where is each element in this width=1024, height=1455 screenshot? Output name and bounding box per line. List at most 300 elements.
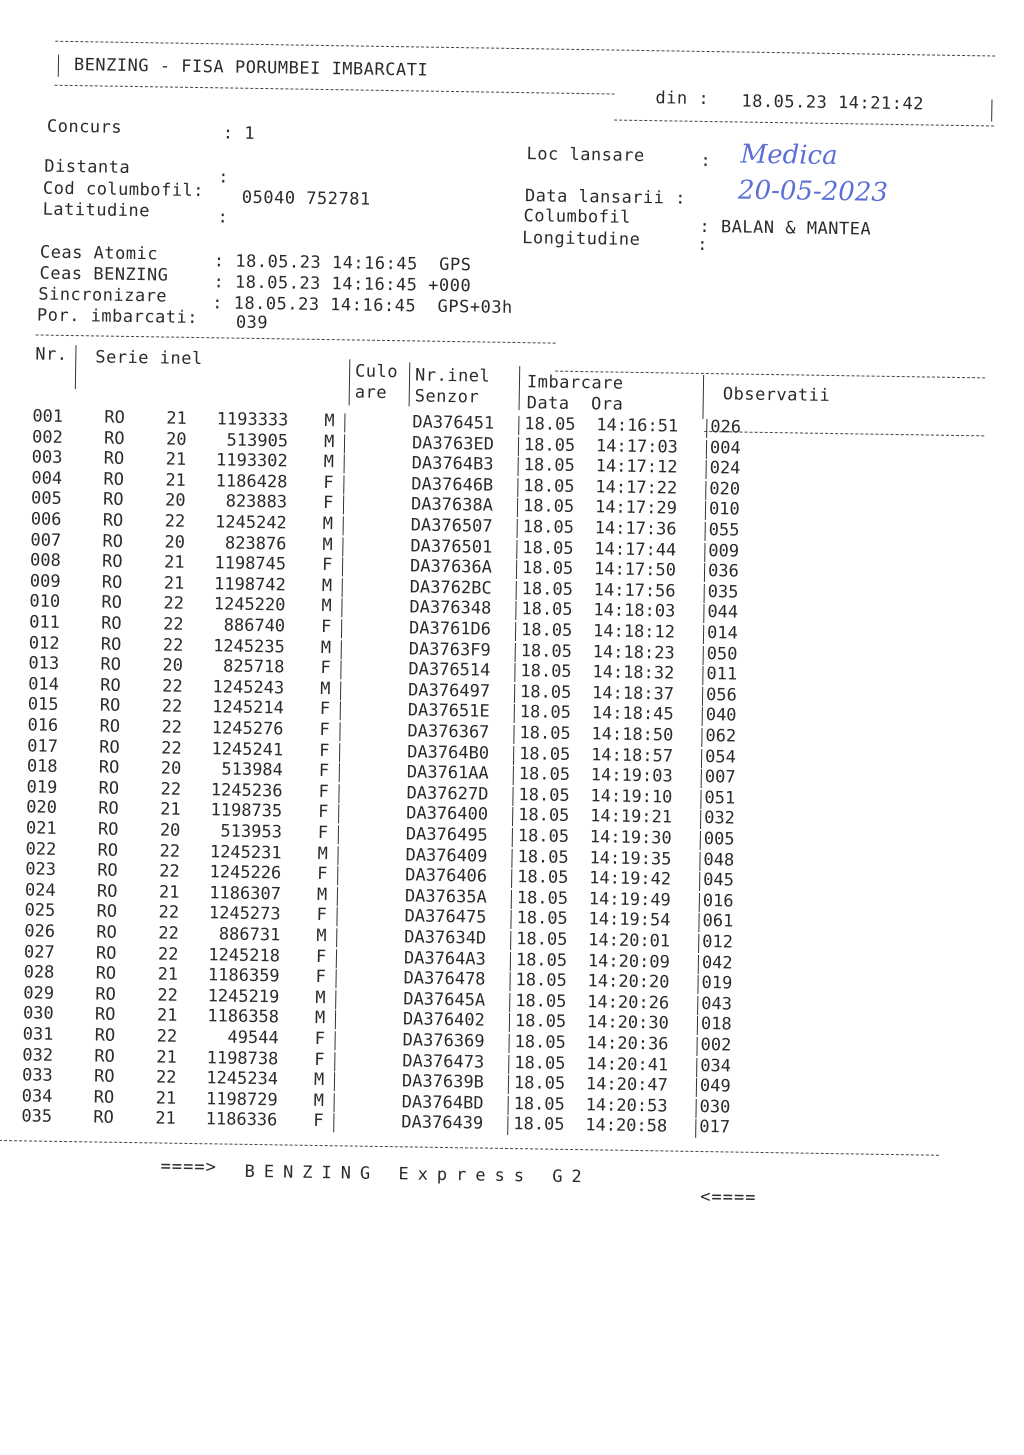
- row-sep-senzor: [514, 684, 515, 703]
- cell-data: 18.05: [517, 826, 570, 847]
- cell-an: 21: [163, 552, 185, 574]
- print-date-value: 18.05.23 14:21:42: [741, 91, 925, 115]
- cell-nr: 025: [24, 900, 56, 922]
- row-sep-senzor: [512, 807, 513, 826]
- cell-tara: RO: [100, 675, 121, 696]
- cell-obs: 056: [705, 684, 737, 706]
- cell-an: 21: [165, 470, 187, 491]
- cell-sex: M: [319, 678, 331, 699]
- footer-brand: BENZING Express G2: [244, 1161, 591, 1188]
- cell-data: 18.05: [516, 908, 568, 930]
- cell-sex: M: [321, 575, 333, 596]
- cell-nr: 005: [30, 488, 62, 510]
- cell-tara: RO: [103, 428, 125, 449]
- cell-obs: 017: [699, 1117, 731, 1138]
- cell-ora: 14:17:36: [594, 518, 677, 540]
- cell-ora: 14:20:20: [587, 971, 670, 993]
- cell-sex: F: [323, 472, 334, 493]
- cell-obs: 044: [707, 602, 739, 623]
- row-sep-ora: [704, 543, 705, 562]
- cell-sex: F: [315, 967, 327, 988]
- cell-an: 21: [160, 799, 181, 821]
- cell-obs: 010: [708, 499, 740, 520]
- cell-tara: RO: [102, 531, 124, 552]
- cell-obs: 040: [705, 705, 737, 726]
- cell-inel: 1245236: [210, 780, 283, 802]
- cell-data: 18.05: [519, 681, 572, 703]
- cell-obs: 007: [704, 767, 736, 788]
- cell-ora: 14:20:26: [587, 992, 670, 1014]
- col-sep-imbarcare: [702, 375, 704, 419]
- cell-ora: 14:18:23: [592, 641, 675, 664]
- cell-inel: 886731: [218, 924, 281, 946]
- cell-nr: 011: [29, 612, 61, 633]
- cell-sex: M: [313, 1070, 325, 1091]
- cell-data: 18.05: [514, 1011, 567, 1033]
- col-header-observatii: Observatii: [722, 384, 831, 406]
- concurs-label: Concurs: [46, 116, 123, 138]
- cell-ora: 14:20:53: [585, 1095, 668, 1117]
- cell-tara: RO: [96, 922, 117, 943]
- cell-data: 18.05: [513, 1073, 566, 1095]
- cell-sex: F: [319, 740, 330, 761]
- cell-senzor: DA3763F9: [408, 638, 491, 661]
- row-sep-senzor: [513, 766, 514, 785]
- row-sep-senzor: [509, 993, 510, 1012]
- header-mid-rule: [55, 85, 615, 95]
- cell-ora: 14:19:35: [589, 847, 672, 870]
- cell-inel: 823883: [225, 491, 288, 513]
- ceas-atomic-label: Ceas Atomic: [39, 242, 159, 265]
- cell-data: 18.05: [514, 1032, 566, 1053]
- footer-right-arrow: <====: [700, 1187, 757, 1208]
- row-sep-senzor: [517, 519, 518, 538]
- row-sep-senzor: [517, 498, 518, 517]
- cell-senzor: DA376478: [403, 968, 486, 990]
- cell-an: 22: [158, 902, 180, 924]
- cell-sex: M: [320, 637, 332, 658]
- porumbei-imbarcati-label: Por. imbarcati:: [36, 305, 199, 329]
- cell-nr: 034: [21, 1086, 53, 1107]
- row-sep-ora: [706, 440, 707, 459]
- cell-senzor: DA37638A: [410, 494, 494, 517]
- cell-nr: 024: [24, 880, 56, 901]
- cell-ora: 14:17:44: [594, 538, 677, 561]
- cell-senzor: DA376475: [404, 906, 487, 929]
- cell-an: 20: [164, 532, 186, 553]
- cell-obs: 048: [703, 849, 735, 871]
- cell-data: 18.05: [522, 517, 575, 538]
- latitudine-label: Latitudine: [42, 199, 151, 222]
- cell-tara: RO: [94, 1046, 115, 1067]
- cell-tara: RO: [98, 757, 120, 779]
- row-sep-senzor: [515, 622, 516, 641]
- cell-data: 18.05: [522, 537, 574, 559]
- cell-obs: 049: [699, 1076, 731, 1097]
- cell-inel: 1245234: [206, 1068, 279, 1090]
- cell-ora: 14:20:01: [588, 930, 671, 952]
- cell-senzor: DA37651E: [407, 700, 490, 723]
- cell-sex: F: [319, 699, 331, 720]
- cell-an: 22: [159, 841, 181, 862]
- cell-tara: RO: [94, 1025, 116, 1046]
- cell-inel: 49544: [227, 1027, 279, 1049]
- cell-data: 18.05: [521, 578, 574, 600]
- cell-inel: 1198738: [206, 1047, 279, 1069]
- cell-sex: F: [317, 822, 329, 844]
- cell-senzor: DA37646B: [411, 474, 494, 496]
- cell-an: 20: [162, 655, 184, 677]
- row-sep-sex: [340, 660, 341, 679]
- cell-tara: RO: [95, 963, 117, 985]
- cell-ora: 14:19:49: [588, 889, 671, 911]
- cell-obs: 019: [701, 973, 733, 994]
- row-sep-sex: [339, 763, 340, 782]
- cell-an: 22: [163, 593, 185, 615]
- cell-an: 22: [161, 696, 183, 718]
- cell-data: 18.05: [518, 784, 570, 806]
- ceas-benzing-label: Ceas BENZING: [39, 263, 169, 286]
- col-header-nr: Nr.: [35, 344, 68, 365]
- cell-obs: 016: [702, 890, 734, 912]
- cell-nr: 013: [28, 653, 60, 675]
- col-header-imbarcare-1: Imbarcare: [526, 372, 624, 394]
- cell-sex: F: [322, 493, 334, 514]
- cell-tara: RO: [102, 489, 124, 511]
- cell-tara: RO: [101, 551, 123, 573]
- cell-obs: 020: [709, 478, 741, 500]
- cell-data: 18.05: [524, 414, 576, 435]
- cell-sex: F: [318, 761, 330, 782]
- col-header-culoare-1: Culo: [354, 361, 399, 383]
- cell-an: 22: [162, 635, 184, 656]
- row-sep-senzor: [510, 910, 511, 929]
- cell-ora: 14:19:30: [589, 827, 672, 849]
- cell-obs: 035: [707, 581, 739, 603]
- cell-tara: RO: [99, 695, 121, 717]
- sincronizare-label: Sincronizare: [38, 284, 168, 307]
- cell-tara: RO: [100, 634, 122, 655]
- row-sep-ora: [702, 687, 703, 706]
- cell-inel: 1245276: [211, 718, 284, 740]
- cell-sex: F: [318, 781, 329, 802]
- row-sep-sex: [338, 805, 339, 824]
- cell-inel: 1198742: [213, 574, 286, 596]
- cell-nr: 026: [24, 921, 56, 942]
- row-sep-senzor: [516, 581, 517, 600]
- cell-nr: 035: [21, 1106, 53, 1128]
- cell-an: 21: [155, 1088, 177, 1109]
- cell-tara: RO: [101, 572, 123, 593]
- cell-ora: 14:18:03: [593, 600, 676, 622]
- cell-nr: 012: [28, 632, 60, 654]
- row-sep-ora: [701, 728, 702, 747]
- cell-nr: 032: [22, 1044, 54, 1066]
- cell-inel: 1186358: [207, 1006, 280, 1028]
- cell-an: 22: [164, 511, 186, 532]
- cell-senzor: DA376400: [406, 803, 489, 826]
- row-sep-sex: [337, 846, 338, 865]
- cell-senzor: DA37639B: [401, 1071, 485, 1093]
- cell-data: 18.05: [521, 599, 573, 621]
- cell-inel: 513984: [221, 759, 284, 781]
- row-sep-ora: [706, 419, 707, 438]
- row-sep-ora: [699, 852, 700, 871]
- cell-nr: 031: [22, 1024, 54, 1045]
- cell-nr: 003: [31, 447, 63, 469]
- row-sep-senzor: [513, 725, 514, 744]
- row-sep-ora: [704, 563, 705, 582]
- cell-nr: 023: [25, 859, 57, 881]
- cell-obs: 061: [702, 911, 734, 932]
- cell-an: 21: [158, 882, 180, 903]
- cell-data: 18.05: [513, 1093, 565, 1115]
- cell-inel: 1198729: [205, 1089, 278, 1111]
- row-sep-sex: [339, 743, 340, 762]
- cell-data: 18.05: [517, 867, 569, 889]
- cell-senzor: DA37627D: [406, 783, 489, 805]
- row-sep-sex: [337, 866, 338, 885]
- row-sep-ora: [702, 707, 703, 726]
- row-sep-ora: [700, 810, 701, 829]
- cell-ora: 14:16:51: [596, 415, 679, 437]
- cell-data: 18.05: [519, 743, 571, 765]
- row-sep-sex: [343, 516, 344, 535]
- row-sep-senzor: [509, 1013, 510, 1032]
- cell-an: 22: [160, 779, 182, 800]
- cell-ora: 14:18:50: [591, 724, 674, 746]
- cell-ora: 14:17:12: [595, 456, 678, 478]
- row-sep-senzor: [511, 890, 512, 909]
- cell-ora: 14:20:09: [587, 950, 670, 973]
- cell-sex: F: [316, 905, 327, 926]
- cell-an: 22: [162, 614, 184, 635]
- cell-ora: 14:20:30: [586, 1012, 669, 1034]
- ceas-benzing-value: : 18.05.23 14:16:45 +000: [213, 272, 472, 297]
- cell-sex: M: [322, 514, 334, 535]
- cod-columbofil-value: 05040 752781: [241, 187, 371, 210]
- cell-data: 18.05: [515, 990, 567, 1012]
- header-left-bar: [58, 55, 59, 77]
- col-header-serie: Serie inel: [95, 347, 203, 370]
- row-sep-ora: [698, 955, 699, 974]
- cell-ora: 14:17:50: [593, 559, 677, 581]
- cell-tara: RO: [100, 613, 122, 634]
- cell-obs: 042: [701, 952, 733, 974]
- cell-an: 20: [160, 758, 182, 780]
- cell-nr: 028: [23, 962, 55, 984]
- longitudine-value: :: [697, 234, 709, 256]
- cell-senzor: DA3763ED: [411, 432, 495, 455]
- cell-ora: 14:18:37: [591, 683, 675, 705]
- cell-tara: RO: [95, 943, 117, 964]
- cell-senzor: DA3764BD: [401, 1092, 484, 1114]
- cell-tara: RO: [102, 510, 124, 531]
- row-sep-sex: [334, 1093, 335, 1112]
- cell-data: 18.05: [516, 929, 568, 950]
- cell-sex: F: [314, 1028, 326, 1050]
- cell-data: 18.05: [515, 970, 567, 992]
- cell-data: 18.05: [522, 496, 575, 518]
- cell-tara: RO: [101, 592, 123, 614]
- row-sep-ora: [697, 1016, 698, 1035]
- row-sep-sex: [336, 928, 337, 947]
- cell-tara: RO: [103, 469, 125, 490]
- sincronizare-value: : 18.05.23 14:16:45 GPS+03h: [212, 293, 513, 318]
- footer-left-arrow: ====>: [160, 1156, 217, 1178]
- cell-sex: M: [323, 452, 335, 473]
- print-date-label: din :: [655, 88, 710, 110]
- cell-ora: 14:17:29: [594, 497, 678, 519]
- row-sep-sex: [336, 949, 337, 968]
- cell-nr: 006: [30, 509, 62, 530]
- row-sep-senzor: [514, 704, 515, 723]
- cell-an: 21: [156, 1047, 177, 1068]
- cell-obs: 054: [704, 746, 737, 768]
- row-sep-senzor: [507, 1096, 508, 1115]
- document-title: BENZING - FISA PORUMBEI IMBARCATI: [73, 55, 429, 81]
- row-sep-senzor: [514, 663, 515, 682]
- row-sep-senzor: [518, 437, 519, 456]
- cell-nr: 015: [27, 694, 59, 716]
- cell-nr: 001: [32, 406, 64, 427]
- row-sep-ora: [696, 1037, 697, 1056]
- cell-sex: M: [315, 987, 326, 1008]
- cell-obs: 050: [706, 643, 738, 665]
- row-sep-sex: [340, 681, 341, 700]
- col-sep-serie: [349, 359, 351, 405]
- cell-senzor: DA3764A3: [403, 947, 486, 970]
- cell-obs: 002: [700, 1035, 732, 1056]
- row-sep-sex: [336, 908, 337, 927]
- cell-nr: 033: [21, 1065, 53, 1087]
- col-sep-nr: [75, 345, 77, 389]
- row-sep-sex: [339, 722, 340, 741]
- cell-obs: 012: [702, 932, 734, 953]
- cell-data: 18.05: [515, 949, 568, 971]
- row-sep-sex: [334, 1052, 335, 1071]
- cell-nr: 021: [25, 818, 57, 839]
- cell-sex: M: [321, 596, 332, 617]
- row-sep-ora: [705, 501, 706, 520]
- cell-data: 18.05: [523, 455, 576, 477]
- cell-senzor: DA376369: [402, 1030, 485, 1052]
- cell-ora: 14:19:21: [590, 806, 673, 828]
- cell-nr: 010: [29, 591, 61, 613]
- cell-ora: 14:17:03: [595, 435, 679, 458]
- cell-obs: 032: [704, 808, 736, 829]
- cell-inel: 1245219: [207, 986, 280, 1008]
- col-header-imbarcare-2: Data Ora: [526, 393, 624, 415]
- cell-ora: 14:17:22: [595, 477, 678, 499]
- row-sep-sex: [342, 537, 343, 556]
- row-sep-ora: [698, 913, 699, 932]
- cell-tara: RO: [103, 448, 125, 470]
- cell-ora: 14:18:45: [591, 703, 674, 725]
- cell-inel: 513905: [226, 430, 289, 452]
- cell-an: 22: [159, 861, 180, 882]
- cell-senzor: DA376497: [407, 680, 491, 702]
- cell-sex: F: [318, 802, 329, 823]
- cell-an: 22: [155, 1067, 177, 1088]
- cell-tara: RO: [93, 1066, 115, 1087]
- cell-senzor: DA376367: [407, 721, 490, 743]
- cell-sex: F: [315, 946, 327, 967]
- cell-obs: 055: [708, 520, 740, 541]
- row-sep-sex: [341, 599, 342, 618]
- row-sep-sex: [333, 1114, 334, 1133]
- cell-nr: 020: [26, 797, 58, 819]
- latitudine-value: :: [217, 207, 229, 228]
- row-sep-sex: [338, 825, 339, 844]
- cell-an: 21: [156, 1005, 178, 1027]
- cell-sex: M: [317, 843, 328, 864]
- cell-tara: RO: [98, 778, 120, 799]
- cell-data: 18.05: [516, 887, 569, 909]
- cell-nr: 018: [26, 756, 58, 778]
- cell-data: 18.05: [521, 558, 574, 580]
- row-sep-senzor: [510, 952, 511, 971]
- cell-nr: 009: [29, 571, 61, 592]
- cell-inel: 1245235: [212, 635, 285, 658]
- row-sep-sex: [343, 496, 344, 515]
- row-sep-ora: [695, 1099, 696, 1118]
- cell-nr: 027: [23, 941, 55, 963]
- cell-senzor: DA376402: [402, 1009, 486, 1032]
- cell-obs: 030: [699, 1096, 731, 1118]
- cell-senzor: DA376451: [412, 412, 495, 434]
- row-sep-senzor: [512, 828, 513, 847]
- cell-obs: 011: [706, 664, 738, 685]
- cell-sex: F: [317, 864, 328, 885]
- cell-inel: 1186336: [205, 1109, 278, 1131]
- cell-sex: F: [314, 1049, 325, 1070]
- cell-data: 18.05: [520, 640, 573, 662]
- cell-data: 18.05: [518, 764, 571, 786]
- cell-senzor: DA376348: [409, 597, 492, 620]
- loc-lansare-label: Loc lansare: [526, 144, 645, 167]
- col-header-nrinel-1: Nr.inel: [414, 365, 491, 387]
- cell-inel: 1245243: [212, 677, 285, 699]
- cell-senzor: DA3761D6: [408, 618, 492, 640]
- row-sep-ora: [705, 522, 706, 541]
- cell-sex: M: [316, 925, 327, 947]
- cell-senzor: DA376473: [402, 1050, 485, 1073]
- cell-sex: M: [314, 1008, 326, 1029]
- row-sep-senzor: [515, 601, 516, 620]
- cell-senzor: DA376514: [408, 659, 491, 681]
- cell-sex: F: [313, 1111, 324, 1132]
- cell-obs: 005: [703, 829, 735, 850]
- cell-inel: 1245273: [208, 903, 281, 925]
- row-sep-sex: [338, 784, 339, 803]
- cell-nr: 004: [31, 468, 63, 489]
- cell-tara: RO: [97, 819, 119, 840]
- cell-an: 22: [161, 717, 183, 738]
- row-sep-sex: [344, 413, 345, 432]
- row-sep-sex: [335, 969, 336, 988]
- cell-an: 20: [165, 429, 187, 450]
- cell-ora: 14:18:12: [592, 621, 676, 643]
- cell-inel: 1245220: [213, 594, 286, 616]
- cell-ora: 14:20:58: [585, 1115, 668, 1137]
- cell-senzor: DA376495: [405, 824, 488, 846]
- cell-tara: RO: [100, 654, 122, 676]
- table-bottom-rule: [0, 1140, 939, 1156]
- cell-an: 22: [162, 676, 183, 697]
- table-top-rule: [36, 334, 556, 343]
- cell-data: 18.05: [519, 702, 572, 724]
